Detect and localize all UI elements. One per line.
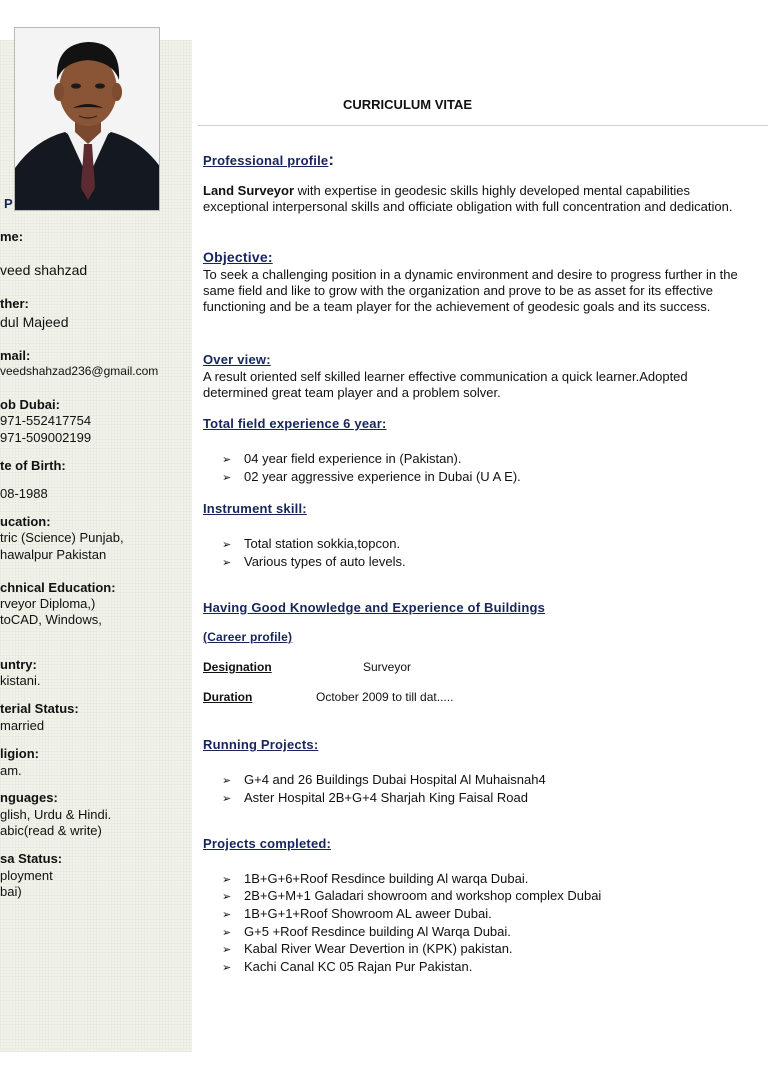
- arrow-bullet-icon: ➢: [222, 539, 232, 551]
- arrow-bullet-icon: ➢: [222, 793, 232, 805]
- dob-label: te of Birth:: [0, 458, 66, 473]
- title-divider: [198, 125, 768, 126]
- overview-heading: Over view:: [203, 352, 271, 367]
- languages-line-1: glish, Urdu & Hindi.: [0, 807, 112, 822]
- arrow-bullet-icon: ➢: [222, 454, 232, 466]
- arrow-bullet-icon: ➢: [222, 962, 232, 974]
- duration-value: October 2009 to till dat.....: [316, 690, 454, 704]
- objective-heading: Objective:: [203, 249, 273, 265]
- list-item: [222, 790, 528, 805]
- overview-text: A result oriented self skilled learner effective communication a quick learner.Adopted determined great team player and a problem solver.: [203, 369, 688, 401]
- arrow-bullet-icon: ➢: [222, 909, 232, 921]
- email-value: veedshahzad236@gmail.com: [0, 364, 159, 378]
- arrow-bullet-icon: ➢: [222, 472, 232, 484]
- arrow-bullet-icon: ➢: [222, 927, 232, 939]
- running-project-item: Aster Hospital 2B+G+4 Sharjah King Faisal Road: [244, 790, 528, 805]
- list-item: [222, 451, 462, 466]
- objective-text: To seek a challenging position in a dynamic environment and desire to progress further in the same field and like to grow with the organization and prove to be as asset for its effective functioning and be a team player for the achievement of geodesic goals and its success.: [203, 267, 738, 315]
- visa-status-line-2: bai): [0, 884, 22, 899]
- list-item: [222, 959, 472, 974]
- list-item: [222, 536, 400, 551]
- completed-project-item: 1B+G+1+Roof Showroom AL aweer Dubai.: [244, 906, 492, 921]
- instrument-item: Various types of auto levels.: [244, 554, 406, 569]
- professional-profile-description: with expertise in geodesic skills highly developed mental capabilities exceptional interpersonal skills and officiate obligation with full concentration and dedication.: [203, 183, 733, 215]
- arrow-bullet-icon: ➢: [222, 874, 232, 886]
- visa-status-line-1: ployment: [0, 868, 53, 883]
- education-label: ucation:: [0, 514, 51, 529]
- instrument-skill-heading: Instrument skill:: [203, 501, 307, 516]
- country-label: untry:: [0, 657, 37, 672]
- marital-status-value: married: [0, 718, 45, 733]
- list-item: [222, 871, 528, 886]
- list-item: [222, 888, 601, 903]
- experience-item: 02 year aggressive experience in Dubai (U A E).: [244, 469, 521, 484]
- country-value: kistani.: [0, 673, 41, 688]
- completed-project-item: Kabal River Wear Devertion in (KPK) pakistan.: [244, 941, 513, 956]
- name-value: veed shahzad: [0, 262, 88, 278]
- professional-profile-heading: [203, 150, 334, 170]
- mobile-number-2: 971-509002199: [0, 430, 92, 445]
- buildings-heading: Having Good Knowledge and Experience of Buildings: [203, 600, 546, 615]
- languages-label: nguages:: [0, 790, 58, 805]
- name-label: me:: [0, 229, 24, 244]
- mobile-number-1: 971-552417754: [0, 413, 92, 428]
- projects-completed-heading: Projects completed:: [203, 836, 332, 851]
- profile-photo: [14, 27, 160, 211]
- list-item: [222, 554, 406, 569]
- arrow-bullet-icon: ➢: [222, 891, 232, 903]
- technical-education-label: chnical Education:: [0, 580, 116, 595]
- education-line-2: hawalpur Pakistan: [0, 547, 107, 562]
- designation-label: Designation: [203, 660, 272, 674]
- arrow-bullet-icon: ➢: [222, 944, 232, 956]
- list-item: [222, 906, 492, 921]
- technical-education-line-1: rveyor Diploma,): [0, 596, 96, 611]
- personal-section-label: P: [4, 196, 13, 211]
- instrument-item: Total station sokkia,topcon.: [244, 536, 401, 551]
- professional-profile-heading-colon: :: [328, 150, 335, 169]
- dob-value: 08-1988: [0, 486, 48, 501]
- father-value: dul Majeed: [0, 314, 69, 330]
- completed-project-item: G+5 +Roof Resdince building Al Warqa Dubai.: [244, 924, 511, 939]
- list-item: [222, 924, 511, 939]
- arrow-bullet-icon: ➢: [222, 557, 232, 569]
- duration-label: Duration: [203, 690, 253, 704]
- father-label: ther:: [0, 296, 29, 311]
- technical-education-line-2: toCAD, Windows,: [0, 612, 102, 627]
- list-item: [222, 941, 513, 956]
- religion-value: am.: [0, 763, 22, 778]
- completed-project-item: 2B+G+M+1 Galadari showroom and workshop complex Dubai: [244, 888, 602, 903]
- experience-heading: Total field experience 6 year:: [203, 416, 387, 431]
- professional-profile-text: [203, 183, 743, 215]
- languages-line-2: abic(read & write): [0, 823, 102, 838]
- professional-profile-heading-text: Professional profile: [203, 153, 329, 168]
- completed-project-item: Kachi Canal KC 05 Rajan Pur Pakistan.: [244, 959, 473, 974]
- professional-profile-title: Land Surveyor: [203, 183, 295, 198]
- page-title: CURRICULUM VITAE: [343, 97, 473, 112]
- arrow-bullet-icon: ➢: [222, 775, 232, 787]
- mobile-label: ob Dubai:: [0, 397, 60, 412]
- experience-item: 04 year field experience in (Pakistan).: [244, 451, 462, 466]
- career-profile-heading: (Career profile): [203, 630, 293, 644]
- education-line-1: tric (Science) Punjab,: [0, 530, 124, 545]
- person-portrait-icon: [15, 28, 160, 211]
- designation-value: Surveyor: [363, 660, 412, 674]
- marital-status-label: terial Status:: [0, 701, 79, 716]
- visa-status-label: sa Status:: [0, 851, 63, 866]
- running-project-item: G+4 and 26 Buildings Dubai Hospital Al Muhaisnah4: [244, 772, 546, 787]
- list-item: [222, 772, 546, 787]
- list-item: [222, 469, 521, 484]
- email-label: mail:: [0, 348, 31, 363]
- running-projects-heading: Running Projects:: [203, 737, 319, 752]
- religion-label: ligion:: [0, 746, 39, 761]
- completed-project-item: 1B+G+6+Roof Resdince building Al warqa Dubai.: [244, 871, 529, 886]
